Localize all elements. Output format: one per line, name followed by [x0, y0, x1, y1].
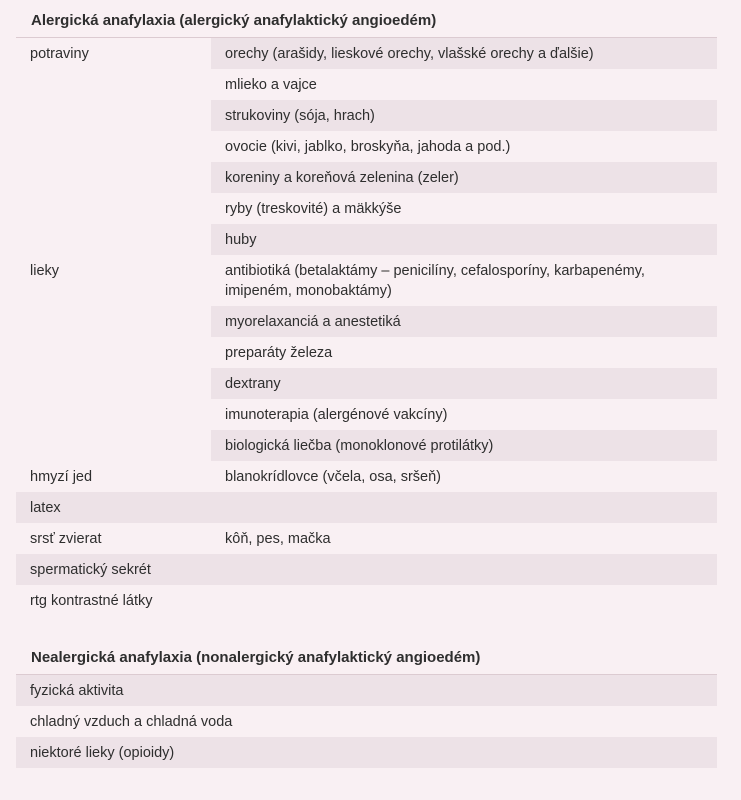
item-cell	[211, 554, 717, 585]
item-cell: fyzická aktivita	[16, 675, 717, 706]
table-row	[16, 399, 717, 430]
allergic-section-title: Alergická anafylaxia (alergický anafylaktický angioedém)	[16, 5, 717, 38]
table-row	[16, 337, 717, 368]
category-cell-empty	[16, 162, 211, 193]
category-cell-empty	[16, 430, 211, 461]
item-cell: huby	[211, 224, 717, 255]
table-row	[16, 706, 717, 737]
table-row	[16, 193, 717, 224]
item-cell: blanokrídlovce (včela, osa, sršeň)	[225, 469, 441, 485]
nonallergic-table	[16, 675, 717, 768]
category-cell-empty	[16, 399, 211, 430]
nonallergic-table-body	[16, 675, 717, 768]
item-cell: mlieko a vajce	[225, 77, 317, 93]
table-row	[16, 675, 717, 706]
nonallergic-section-title: Nealergická anafylaxia (nonalergický anafylaktický angioedém)	[16, 642, 717, 675]
item-cell: biologická liečba (monoklonové protilátky)	[211, 430, 717, 461]
category-cell: lieky	[30, 263, 60, 279]
category-cell-empty	[16, 368, 211, 399]
item-cell: chladný vzduch a chladná voda	[30, 714, 233, 730]
item-cell: antibiotiká (betalaktámy – penicilíny, cefalosporíny, karbapenémy, imipeném, monobaktámy)	[225, 263, 645, 299]
table-row	[16, 38, 717, 69]
item-cell: kôň, pes, mačka	[225, 531, 331, 547]
table-row	[16, 162, 717, 193]
table-row	[16, 461, 717, 492]
table-row	[16, 492, 717, 523]
item-cell: preparáty železa	[225, 345, 333, 361]
category-cell-empty	[16, 337, 211, 368]
table-row	[16, 585, 717, 616]
allergic-table-body	[16, 38, 717, 616]
category-cell-empty	[16, 100, 211, 131]
table-row	[16, 737, 717, 768]
item-cell	[211, 585, 717, 616]
table-row	[16, 306, 717, 337]
category-cell-empty	[16, 306, 211, 337]
allergic-table	[16, 38, 717, 616]
category-cell-empty	[16, 224, 211, 255]
category-cell: spermatický sekrét	[16, 554, 211, 585]
category-cell: hmyzí jed	[30, 469, 93, 485]
item-cell: myorelaxanciá a anestetiká	[211, 306, 717, 337]
table-row	[16, 69, 717, 100]
table-row	[16, 523, 717, 554]
table-row	[16, 131, 717, 162]
category-cell: latex	[16, 492, 211, 523]
category-cell: srsť zvierat	[30, 531, 102, 547]
category-cell-empty	[16, 131, 211, 162]
item-cell: ryby (treskovité) a mäkkýše	[225, 201, 402, 217]
item-cell: koreniny a koreňová zelenina (zeler)	[211, 162, 717, 193]
table-row	[16, 554, 717, 585]
category-cell-empty	[16, 69, 211, 100]
table-row	[16, 430, 717, 461]
table-row	[16, 255, 717, 306]
category-cell-empty	[16, 193, 211, 224]
category-cell: rtg kontrastné látky	[30, 593, 153, 609]
item-cell: ovocie (kivi, jablko, broskyňa, jahoda a pod.)	[225, 139, 511, 155]
table-row	[16, 100, 717, 131]
item-cell: strukoviny (sója, hrach)	[211, 100, 717, 131]
item-cell: orechy (arašidy, lieskové orechy, vlašské orechy a ďalšie)	[211, 38, 717, 69]
table-row	[16, 224, 717, 255]
item-cell: niektoré lieky (opioidy)	[16, 737, 717, 768]
item-cell: dextrany	[211, 368, 717, 399]
category-cell: potraviny	[30, 46, 89, 62]
table-row	[16, 368, 717, 399]
item-cell	[211, 492, 717, 523]
item-cell: imunoterapia (alergénové vakcíny)	[225, 407, 448, 423]
